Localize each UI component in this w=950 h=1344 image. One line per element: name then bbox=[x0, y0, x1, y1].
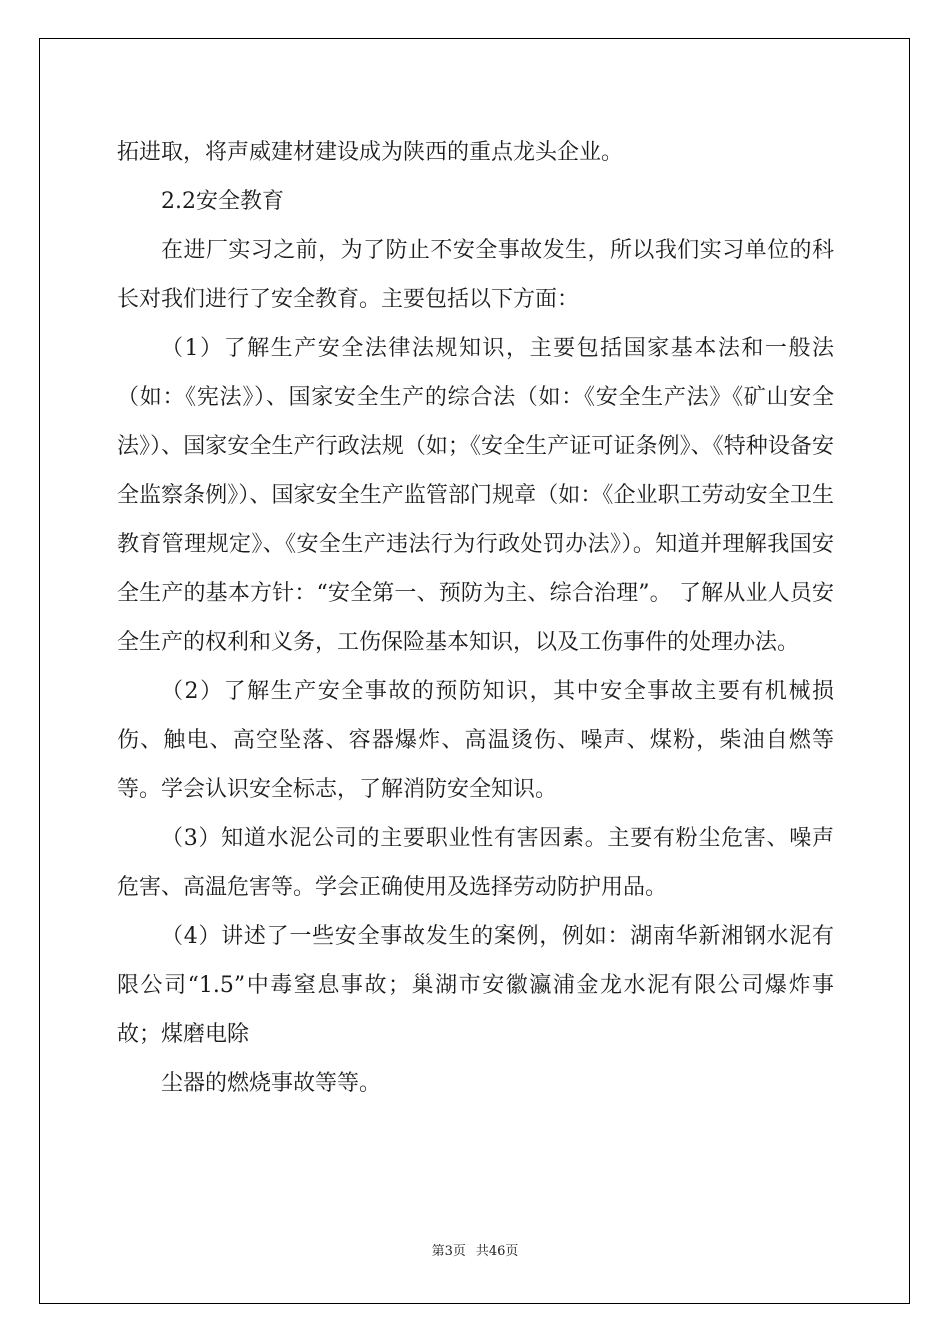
section-heading: 2.2安全教育 bbox=[161, 189, 284, 214]
page-total: 共46页 bbox=[475, 1244, 519, 1259]
page-footer bbox=[0, 1240, 950, 1259]
paragraph-item-4: （4）讲述了一些安全事故发生的案例，例如：湖南华新湘钢水泥有限公司“1.5”中毒窒息事故；巢湖市安徽瀛浦金龙水泥有限公司爆炸事故；煤磨电除 bbox=[117, 924, 834, 1047]
paragraph-item-3: （3）知道水泥公司的主要职业性有害因素。主要有粉尘危害、噪声危害、高温危害等。学会正确使用及选择劳动防护用品。 bbox=[117, 826, 834, 900]
document-body bbox=[117, 128, 834, 1108]
page-number: 第3页 bbox=[431, 1244, 466, 1259]
paragraph-item-1: （1）了解生产安全法律法规知识，主要包括国家基本法和一般法（如：《宪法》）、国家安全生产的综合法（如：《安全生产法》《矿山安全法》）、国家安全生产行政法规（如；《安全生产证可证条例》、《特种设备安全监察条例》）、国家安全生产监管部门规章（如：《企业职工劳动安全卫生教育管理规定》、《安全生产违法行为行政处罚办法》）。知道并理解我国安全生产的基本方针：“安全第一、预防为主、综合治理”。 了解从业人员安全生产的权利和义务，工伤保险基本知识，以及工伤事件的处理办法。 bbox=[117, 336, 834, 655]
paragraph-item-2: （2）了解生产安全事故的预防知识，其中安全事故主要有机械损伤、触电、高空坠落、容器爆炸、高温烫伤、噪声、煤粉，柴油自燃等等。学会认识安全标志，了解消防安全知识。 bbox=[117, 679, 834, 802]
paragraph-1: 拓进取，将声威建材建设成为陕西的重点龙头企业。 bbox=[117, 140, 624, 165]
paragraph-continuation: 尘器的燃烧事故等等。 bbox=[161, 1071, 382, 1096]
paragraph-intro: 在进厂实习之前，为了防止不安全事故发生，所以我们实习单位的科长对我们进行了安全教育。主要包括以下方面： bbox=[117, 238, 834, 312]
